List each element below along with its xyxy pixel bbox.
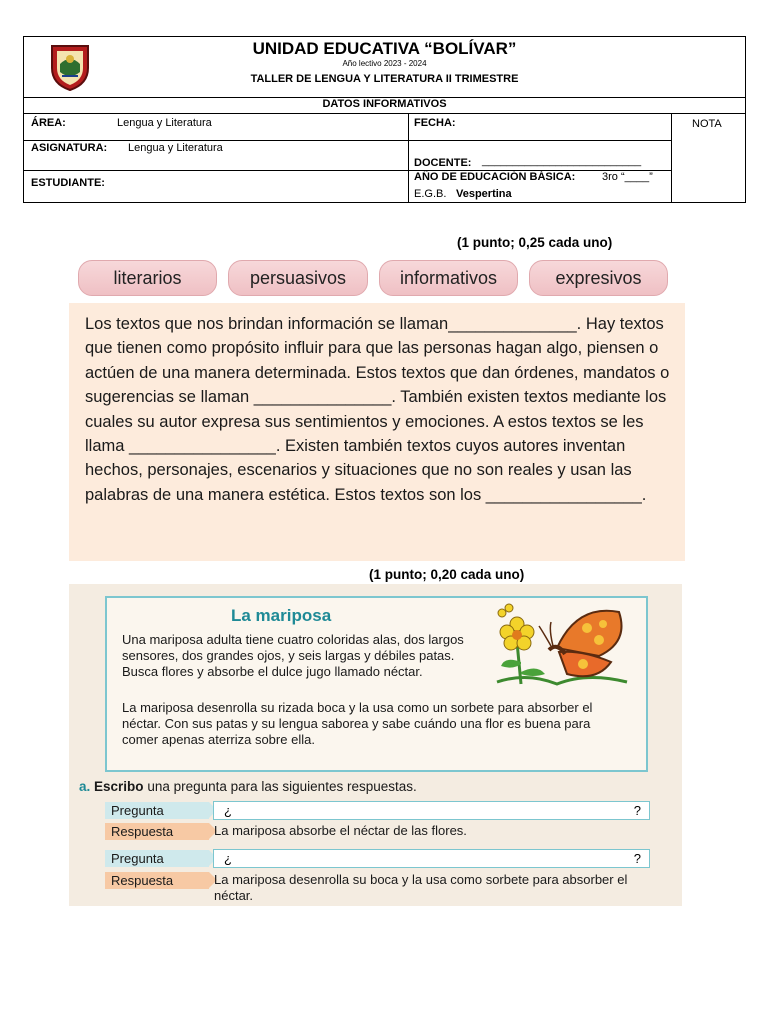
section2-points: (1 punto; 0,20 cada uno) (369, 567, 525, 582)
option-informativos: informativos (379, 260, 518, 296)
option-literarios: literarios (78, 260, 217, 296)
close-question-mark: ? (633, 803, 641, 818)
respuesta-tag-2: Respuesta (105, 872, 209, 889)
question-input-2[interactable] (213, 849, 650, 868)
school-name: UNIDAD EDUCATIVA “BOLÍVAR” (252, 39, 517, 58)
open-question-mark: ¿ (224, 803, 232, 818)
anio-label: AÑO DE EDUCACIÓN BÁSICA: (414, 171, 576, 183)
instruction (79, 779, 417, 794)
asignatura-value: Lengua y Literatura (128, 142, 223, 154)
workshop-title: TALLER DE LENGUA Y LITERATURA II TRIMESTRE (250, 73, 519, 85)
story-box (105, 596, 648, 772)
anio-value: 3ro “____” (602, 171, 653, 183)
butterfly-flower-icon (487, 602, 643, 692)
nota-label: NOTA (692, 118, 722, 130)
docente-label: DOCENTE: (414, 157, 472, 169)
pregunta-tag-1: Pregunta (105, 802, 209, 819)
respuesta-tag-1: Respuesta (105, 823, 209, 840)
school-year: Año lectivo 2023 - 2024 (342, 59, 427, 68)
close-question-mark: ? (633, 851, 641, 866)
story-paragraph-1: Una mariposa adulta tiene cuatro coloridas alas, dos largos sensores, dos grandes ojos, y seis largas y débiles patas. Busca flores y absorbe el dulce jugo llamado néctar. (122, 632, 464, 679)
question-input-1[interactable] (213, 801, 650, 820)
area-label: ÁREA: (31, 117, 66, 129)
story-title: La mariposa (231, 606, 332, 625)
datos-heading: DATOS INFORMATIVOS (322, 98, 447, 110)
instruction-letter: a. (79, 779, 91, 794)
fill-in-panel (69, 303, 685, 561)
estudiante-label: ESTUDIANTE: (31, 177, 105, 189)
header-table (23, 36, 746, 203)
option-expresivos: expresivos (529, 260, 668, 296)
reading-panel (69, 584, 682, 906)
section1-points: (1 punto; 0,25 cada uno) (457, 235, 613, 250)
divider (671, 113, 672, 202)
area-value: Lengua y Literatura (117, 117, 212, 129)
option-persuasivos: persuasivos (228, 260, 368, 296)
answer-1: La mariposa absorbe el néctar de las flores. (214, 823, 467, 838)
answer-2: La mariposa desenrolla su boca y la usa como sorbete para absorber el néctar. (214, 872, 628, 903)
egb-label: E.G.B. (414, 188, 447, 200)
instruction-text: una pregunta para las siguientes respuestas. (143, 779, 417, 794)
divider (408, 113, 409, 202)
vespertina-label: Vespertina (456, 188, 512, 200)
story-paragraph-2: La mariposa desenrolla su rizada boca y la usa como un sorbete para absorber el néctar. Con sus patas y su lengua saborea y sabe cuándo una flor es buena para comer apenas aterriza sobre ella. (122, 700, 593, 747)
open-question-mark: ¿ (224, 851, 232, 866)
asignatura-label: ASIGNATURA: (31, 142, 108, 154)
fecha-label: FECHA: (414, 117, 456, 129)
docente-line: __________________________ (482, 155, 642, 167)
instruction-verb: Escribo (94, 779, 144, 794)
divider (24, 140, 671, 141)
pregunta-tag-2: Pregunta (105, 850, 209, 867)
divider (24, 113, 745, 114)
fill-in-text: Los textos que nos brindan información se llaman______________. Hay textos que tienen como propósito influir para que las personas hagan algo, piensen o actúen de una manera determinada. Estos textos que dan órdenes, mandatos o sugerencias se llaman _______________. También existen textos mediante los cuales su autor expresa sus sentimientos y emociones. A estos textos se les llama ________________. Existen también textos cuyos autores inventan hechos, personajes, escenarios y situaciones que no son reales y usan las palabras de una manera estética. Estos textos son los _________________. (85, 315, 670, 504)
